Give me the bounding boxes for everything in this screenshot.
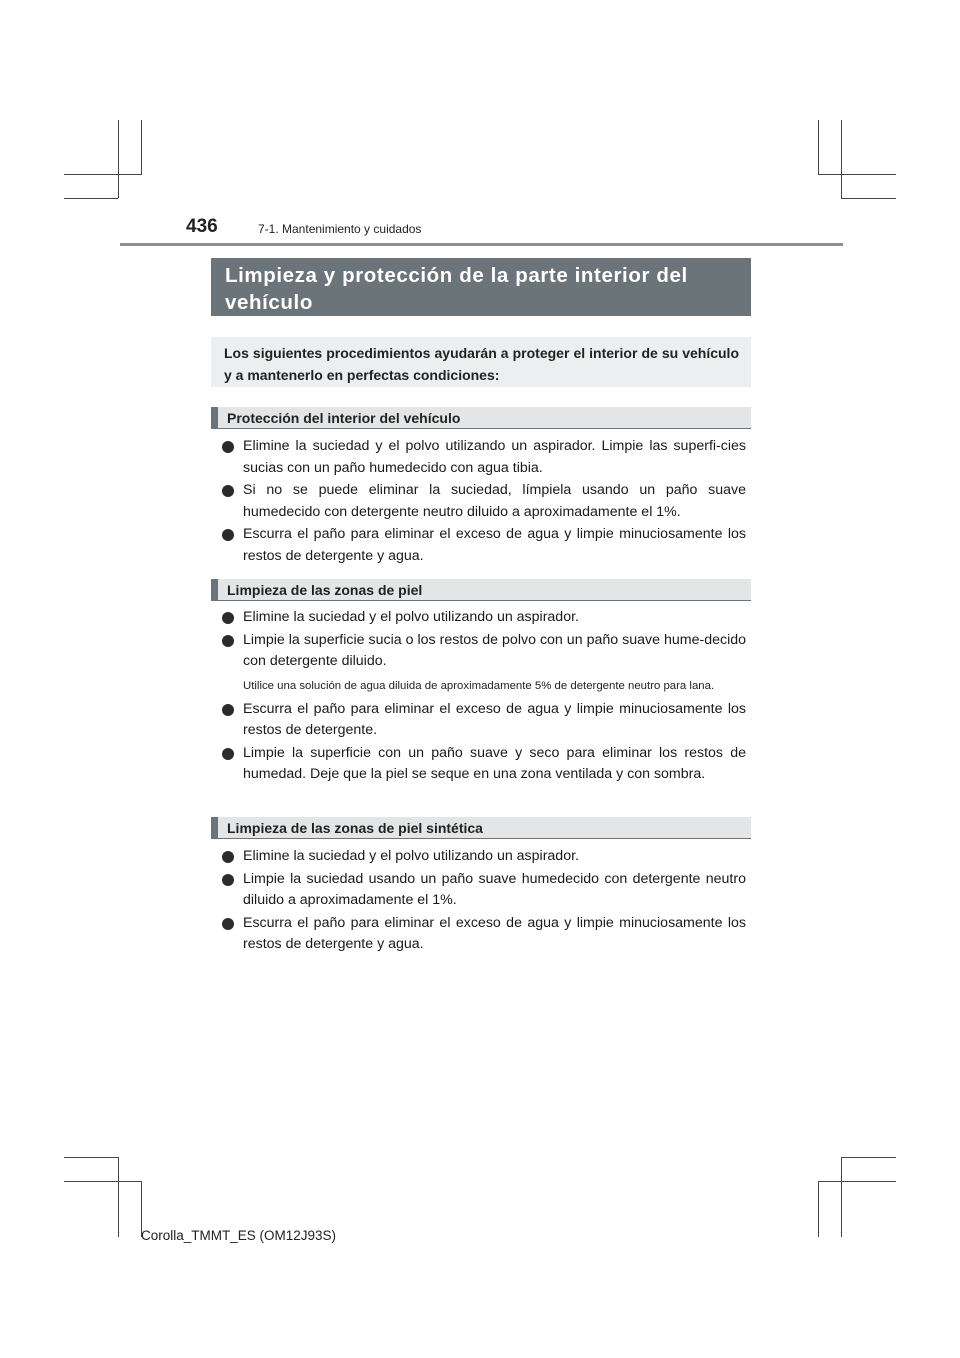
crop-mark [118,1157,119,1237]
crop-mark [818,1181,896,1182]
bullet-icon [222,529,234,541]
crop-mark [841,1157,842,1237]
bullet-icon [222,612,234,624]
bullet-icon [222,918,234,930]
bullet-icon [222,485,234,497]
list-item: Limpie la suciedad usando un paño suave humedecido con detergente neutro diluido a aproximadamente el 1%. [222,869,746,912]
page-title: Limpieza y protección de la parte interior del vehículo [211,258,751,316]
list-item: Escurra el paño para eliminar el exceso de agua y limpie minuciosamente los restos de detergente y agua. [222,913,746,956]
crop-mark [818,120,819,174]
crop-mark [841,120,842,198]
crop-mark [64,174,142,175]
section-heading-leather: Limpieza de las zonas de piel [211,579,751,601]
bullet-icon [222,635,234,647]
bullet-icon [222,874,234,886]
list-item: Limpie la superficie sucia o los restos de polvo con un paño suave hume-decido con detergente diluido. [222,630,746,673]
crop-mark [64,1157,118,1158]
bullet-icon [222,704,234,716]
footer-doc-id: Corolla_TMMT_ES (OM12J93S) [141,1228,337,1243]
section-heading-synthetic-leather: Limpieza de las zonas de piel sintética [211,817,751,839]
crop-mark [64,1181,142,1182]
list-synthetic-leather [222,846,746,957]
note-text: Utilice una solución de agua diluida de aproximadamente 5% de detergente neutro para lana. [243,679,715,692]
crop-mark [141,120,142,174]
crop-mark [841,1157,896,1158]
list-item: Escurra el paño para eliminar el exceso de agua y limpie minuciosamente los restos de detergente y agua. [222,524,746,567]
list-item: Escurra el paño para eliminar el exceso de agua y limpie minuciosamente los restos de detergente. [222,699,746,742]
list-item: Elimine la suciedad y el polvo utilizando un aspirador. [222,607,746,629]
intro-text: Los siguientes procedimientos ayudarán a proteger el interior de su vehículo y a mantenerlo en perfectas condiciones: [211,337,751,387]
list-item: Si no se puede eliminar la suciedad, límpiela usando un paño suave humedecido con detergente neutro diluido a aproximadamente el 1%. [222,480,746,523]
list-item: Elimine la suciedad y el polvo utilizando un aspirador. [222,846,746,868]
crop-mark [818,1181,819,1237]
page-number: 436 [186,216,218,237]
list-item: Elimine la suciedad y el polvo utilizando un aspirador. Limpie las superfi-cies sucias con un paño humedecido con agua tibia. [222,436,746,479]
list-item: Limpie la superficie con un paño suave y seco para eliminar los restos de humedad. Deje que la piel se seque en una zona ventilada y con sombra. [222,743,746,786]
chapter-title: 7-1. Mantenimiento y cuidados [258,222,422,236]
list-interior [222,436,746,568]
list-leather [222,607,746,787]
header-rule [120,243,843,246]
crop-mark [118,120,119,198]
crop-mark [841,198,896,199]
section-heading-interior: Protección del interior del vehículo [211,407,751,429]
bullet-icon [222,441,234,453]
bullet-icon [222,748,234,760]
bullet-icon [222,851,234,863]
crop-mark [64,198,118,199]
crop-mark [818,174,896,175]
